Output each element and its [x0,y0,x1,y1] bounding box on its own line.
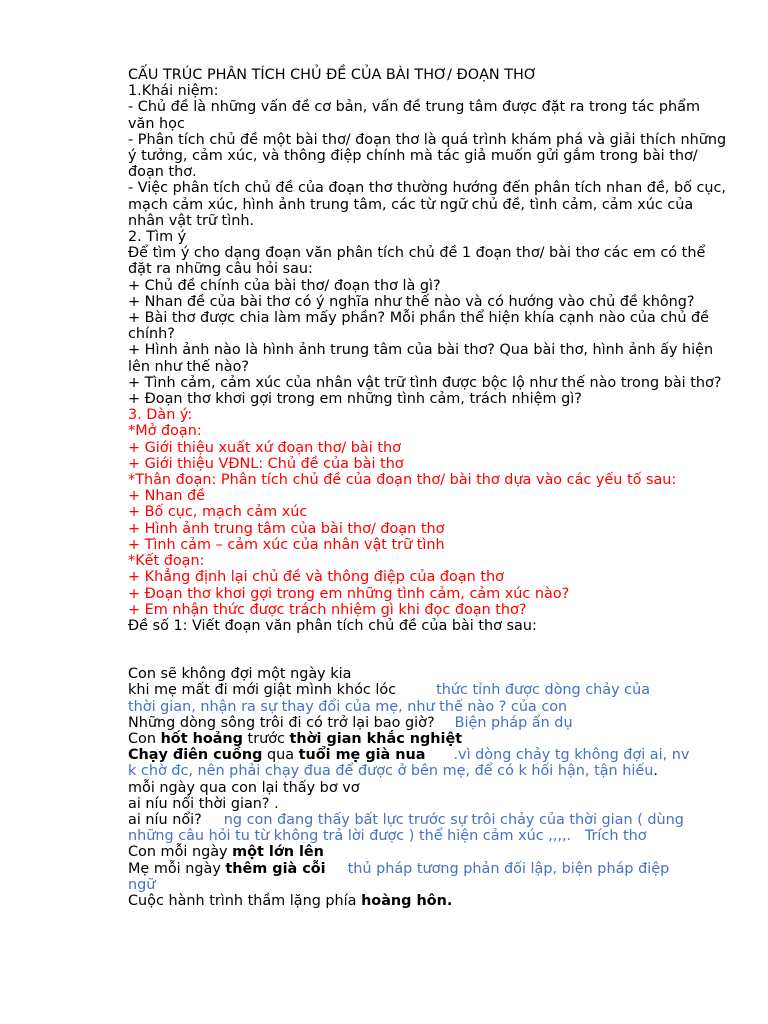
section2-heading: 2. Tìm ý [128,229,187,246]
document-title: CẤU TRÚC PHÂN TÍCH CHỦ ĐỀ CỦA BÀI THƠ/ ĐOẠN THƠ [128,67,538,83]
poem-text: trước [242,730,290,747]
poem-text: qua [262,747,299,764]
poem-text: Cuộc hành trình thầm lặng phía [128,892,362,909]
poem-text: . [653,763,658,780]
question-item: + Tình cảm, cảm xúc của nhân vật trữ tình được bộc lộ như thế nào trong bài thơ? [128,374,722,391]
poem-text: Mẹ mỗi ngày [128,860,226,877]
poem-line [128,747,728,763]
poem-line: Con sẽ không đợi một ngày kia [128,666,352,683]
poem-emphasis: hoàng hôn. [361,892,453,909]
annotation-note: ng con đang thấy bất lực trước sự trôi chảy của thời gian ( dùng [223,811,684,828]
outline-item: + Giới thiệu VĐNL: Chủ đề của bài thơ [128,455,404,472]
poem-emphasis: tuổi mẹ già nua [298,747,426,764]
poem-text: Những dòng sông trôi đi có trở lại bao giờ? [128,714,435,731]
annotation-note: .vì dòng chảy tg không đợi ai, nv [453,747,690,764]
definition-paragraph: - Việc phân tích chủ đề của đoạn thơ thường hướng đến phân tích nhan đề, bố cục, mạch cảm xúc, hình ảnh trung tâm, các từ ngữ chủ đề, tình cảm, cảm xúc của nhân vật trữ tình. [128,180,731,229]
poem-line [128,715,728,731]
poem-emphasis: hốt hoảng [160,730,243,747]
definition-paragraph: - Phân tích chủ đề một bài thơ/ đoạn thơ là quá trình khám phá và giải thích những ý tưởng, cảm xúc, và thông điệp chính mà tác giả muốn gửi gắm trong bài thơ/ đoạn thơ. [128,131,731,181]
spacer [128,634,728,666]
section1-heading: 1.Khái niệm: [128,83,219,100]
poem-emphasis: thêm già cỗi [225,860,326,877]
poem-emphasis: một lớn lên [232,844,324,861]
poem-text: khi mẹ mất đi mới giật mình khóc lóc [128,682,397,699]
poem-line: ai níu nổi thời gian? . [128,795,279,812]
outline-item: *Thân đoạn: Phân tích chủ đề của đoạn thơ/ bài thơ dựa vào các yếu tố sau: [128,472,677,489]
exercise-prompt: Đề số 1: Viết đoạn văn phân tích chủ đề của bài thơ sau: [128,617,537,634]
poem-line [128,861,728,877]
outline-item: + Tình cảm – cảm xúc của nhân vật trữ tình [128,536,445,553]
poem-line [128,893,728,909]
annotation-line [128,763,728,779]
annotation-note: thời gian, nhận ra sự thay đổi của mẹ, như thế nào ? của con [128,698,568,715]
poem-line [128,731,728,747]
outline-item: + Bố cục, mạch cảm xúc [128,504,308,521]
document-page [128,67,731,909]
poem-text: Con mỗi ngày [128,844,233,861]
outline-item: *Kết đoạn: [128,553,205,570]
outline-item: + Hình ảnh trung tâm của bài thơ/ đoạn thơ [128,520,445,537]
question-item: + Hình ảnh nào là hình ảnh trung tâm của bài thơ? Qua bài thơ, hình ảnh ấy hiện lên như thế nào? [128,342,718,375]
question-item: + Chủ đề chính của bài thơ/ đoạn thơ là gì? [128,277,441,294]
definition-paragraph: - Chủ đề là những vấn đề cơ bản, vấn đề trung tâm được đặt ra trong tác phẩm văn học [128,99,705,132]
section3-heading: 3. Dàn ý: [128,407,193,424]
annotation-note: thức tỉnh được dòng chảy của [436,682,651,699]
annotation-note: thủ pháp tương phản đối lập, biện pháp điệp [347,860,670,877]
poem-emphasis: Chạy điên cuồng [128,747,263,764]
annotation-note: những câu hỏi tu từ không trả lời được ) thể hiện cảm xúc ,,,,. Trích thơ [128,828,647,845]
annotation-note: Biện pháp ẩn dụ [454,714,573,731]
annotation-note: k chờ đc, nên phải chạy đua để được ở bên mẹ, để có k hối hận, tận hiếu [128,763,654,780]
poem-line: mỗi ngày qua con lại thấy bơ vơ [128,779,360,796]
outline-item: + Giới thiệu xuất xứ đoạn thơ/ bài thơ [128,439,401,456]
annotation-note: ngữ [128,876,156,893]
outline-item: + Khẳng định lại chủ đề và thông điệp của đoạn thơ [128,569,504,586]
poem-line [128,812,728,828]
outline-item: + Đoạn thơ khơi gợi trong em những tình cảm, cảm xúc nào? [128,585,570,602]
outline-item: *Mở đoạn: [128,423,202,440]
poem-emphasis: thời gian khắc nghiệt [289,730,463,747]
question-item: + Đoạn thơ khơi gợi trong em những tình cảm, trách nhiệm gì? [128,391,582,408]
poem-text: Con [128,730,161,747]
question-item: + Bài thơ được chia làm mấy phần? Mỗi phần thể hiện khía cạnh nào của chủ đề chính? [128,310,714,343]
poem-line [128,844,728,860]
question-item: + Nhan đề của bài thơ có ý nghĩa như thế nào và có hướng vào chủ đề không? [128,293,695,310]
poem-line [128,682,728,698]
outline-item: + Em nhận thức được trách nhiệm gì khi đọc đoạn thơ? [128,601,527,618]
outline-item: + Nhan đề [128,488,206,505]
section2-intro: Để tìm ý cho dạng đoạn văn phân tích chủ đề 1 đoạn thơ/ bài thơ các em có thể đặt ra những câu hỏi sau: [128,245,710,278]
poem-text: ai níu nổi? [128,811,202,828]
